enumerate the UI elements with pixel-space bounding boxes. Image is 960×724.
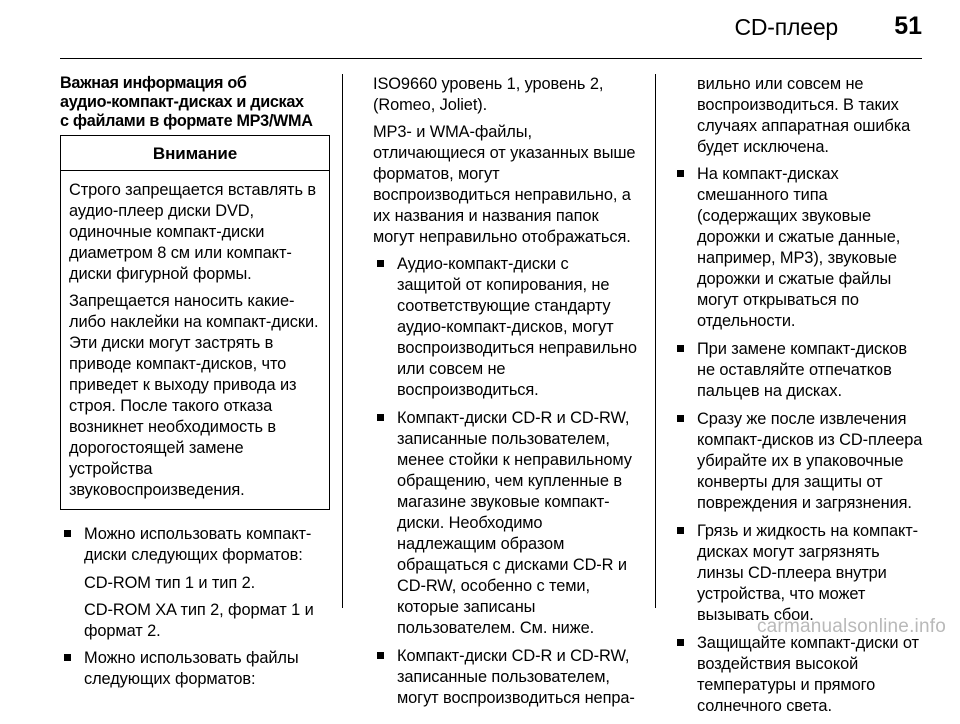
list-item-text: Аудио-компакт-диски с защитой от копирования, не соответствующие стандарту аудио-компакт-дисков, могут воспроизводиться неправильно или совсем не воспроизводиться. [397,255,637,399]
header-title: CD-плеер [734,14,838,40]
section-title-line: с файлами в формате MP3/WMA [60,112,313,130]
list-item-text: Грязь и жидкость на компакт-дисках могут загрязнять линзы CD-плеера внутри устройства, что может вызывать сбои. [697,522,919,624]
list-item-text: На компакт-дисках смешанного типа (содержащих звуковые дорожки и сжатые данные, например, MP3), звуковые дорожки и сжатые файлы могут открываться по отдельности. [697,165,901,330]
list-item [60,524,330,566]
warning-paragraph: Запрещается наносить какие-либо наклейки на компакт-диски. Эти диски могут застрять в приводе компакт-дисков, что приведет к выходу привода из строя. После такого отказа возникнет необходимость в дорогостоящей замене устройства звуковоспроизведения. [69,292,319,499]
bullet-square-icon [677,639,684,646]
list-item-text: Компакт-диски CD-R и CD-RW, записанные пользователем, менее стойки к неправильному обращению, чем купленные в магазине звуковые компакт-диски. Необходимо надлежащим образом обращаться с дисками CD-R и CD-RW, особенно с теми, которые записаны пользователем. См. ниже. [397,409,632,637]
list-item-text: Можно использовать файлы следующих форматов: [84,649,299,688]
header-divider [60,58,922,59]
list-item [673,339,929,402]
section-title-line: аудио-компакт-дисках и дисках [60,93,304,111]
list-item-text: Сразу же после извлечения компакт-дисков из CD-плеера убирайте их в упаковочные конверты для защиты от повреждения и загрязнения. [697,410,923,512]
bullet-square-icon [377,414,384,421]
warning-box [60,135,330,510]
list-sub-item: CD-ROM тип 1 и тип 2. [84,574,256,592]
list-item [673,633,929,717]
page-number: 51 [894,12,922,40]
bullet-list [373,254,637,709]
bullet-square-icon [677,345,684,352]
bullet-square-icon [377,652,384,659]
list-item-text: При замене компакт-дисков не оставляйте отпечатков пальцев на дисках. [697,340,907,400]
list-item [673,164,929,332]
column-divider-2 [655,74,656,608]
column-divider-1 [342,74,343,608]
list-sub-item: CD-ROM XA тип 2, формат 1 и формат 2. [84,601,314,640]
section-title-line: Важная информация об [60,74,247,92]
format-list [60,524,330,690]
paragraph: MP3- и WMA-файлы, отличающиеся от указанных выше форматов, могут воспроизводиться неправильно, а их названия и названия папок могут неправильно отображаться. [373,123,636,246]
section-title [60,74,330,131]
bullet-square-icon [64,654,71,661]
list-item [373,646,637,709]
warning-paragraph: Строго запрещается вставлять в аудио-плеер диски DVD, одиночные компакт-диски диаметром 8 см или компакт-диски фигурной формы. [69,181,316,283]
list-item [373,408,637,639]
column-1 [60,74,330,697]
list-item [60,648,330,690]
warning-body [61,171,329,509]
bullet-square-icon [677,170,684,177]
paragraph: ISO9660 уровень 1, уровень 2, (Romeo, Joliet). [373,75,604,114]
page-header [0,0,960,58]
bullet-square-icon [677,415,684,422]
watermark: carmanualsonline.info [756,616,946,637]
bullet-square-icon [377,260,384,267]
list-item [673,409,929,514]
column-2 [373,74,637,716]
list-item-text: Защищайте компакт-диски от воздействия высокой температуры и прямого солнечного света. [697,634,919,715]
paragraph-continued: вильно или совсем не воспроизводиться. В таких случаях аппаратная ошибка будет исключена. [697,75,911,156]
list-item-text: Компакт-диски CD-R и CD-RW, записанные пользователем, могут воспроизводиться непра- [397,647,635,707]
list-item-text: Можно использовать компакт-диски следующих форматов: [84,525,312,564]
bullet-square-icon [64,530,71,537]
warning-heading: Внимание [61,136,329,171]
list-item [673,521,929,626]
bullet-square-icon [677,527,684,534]
list-item [373,254,637,401]
